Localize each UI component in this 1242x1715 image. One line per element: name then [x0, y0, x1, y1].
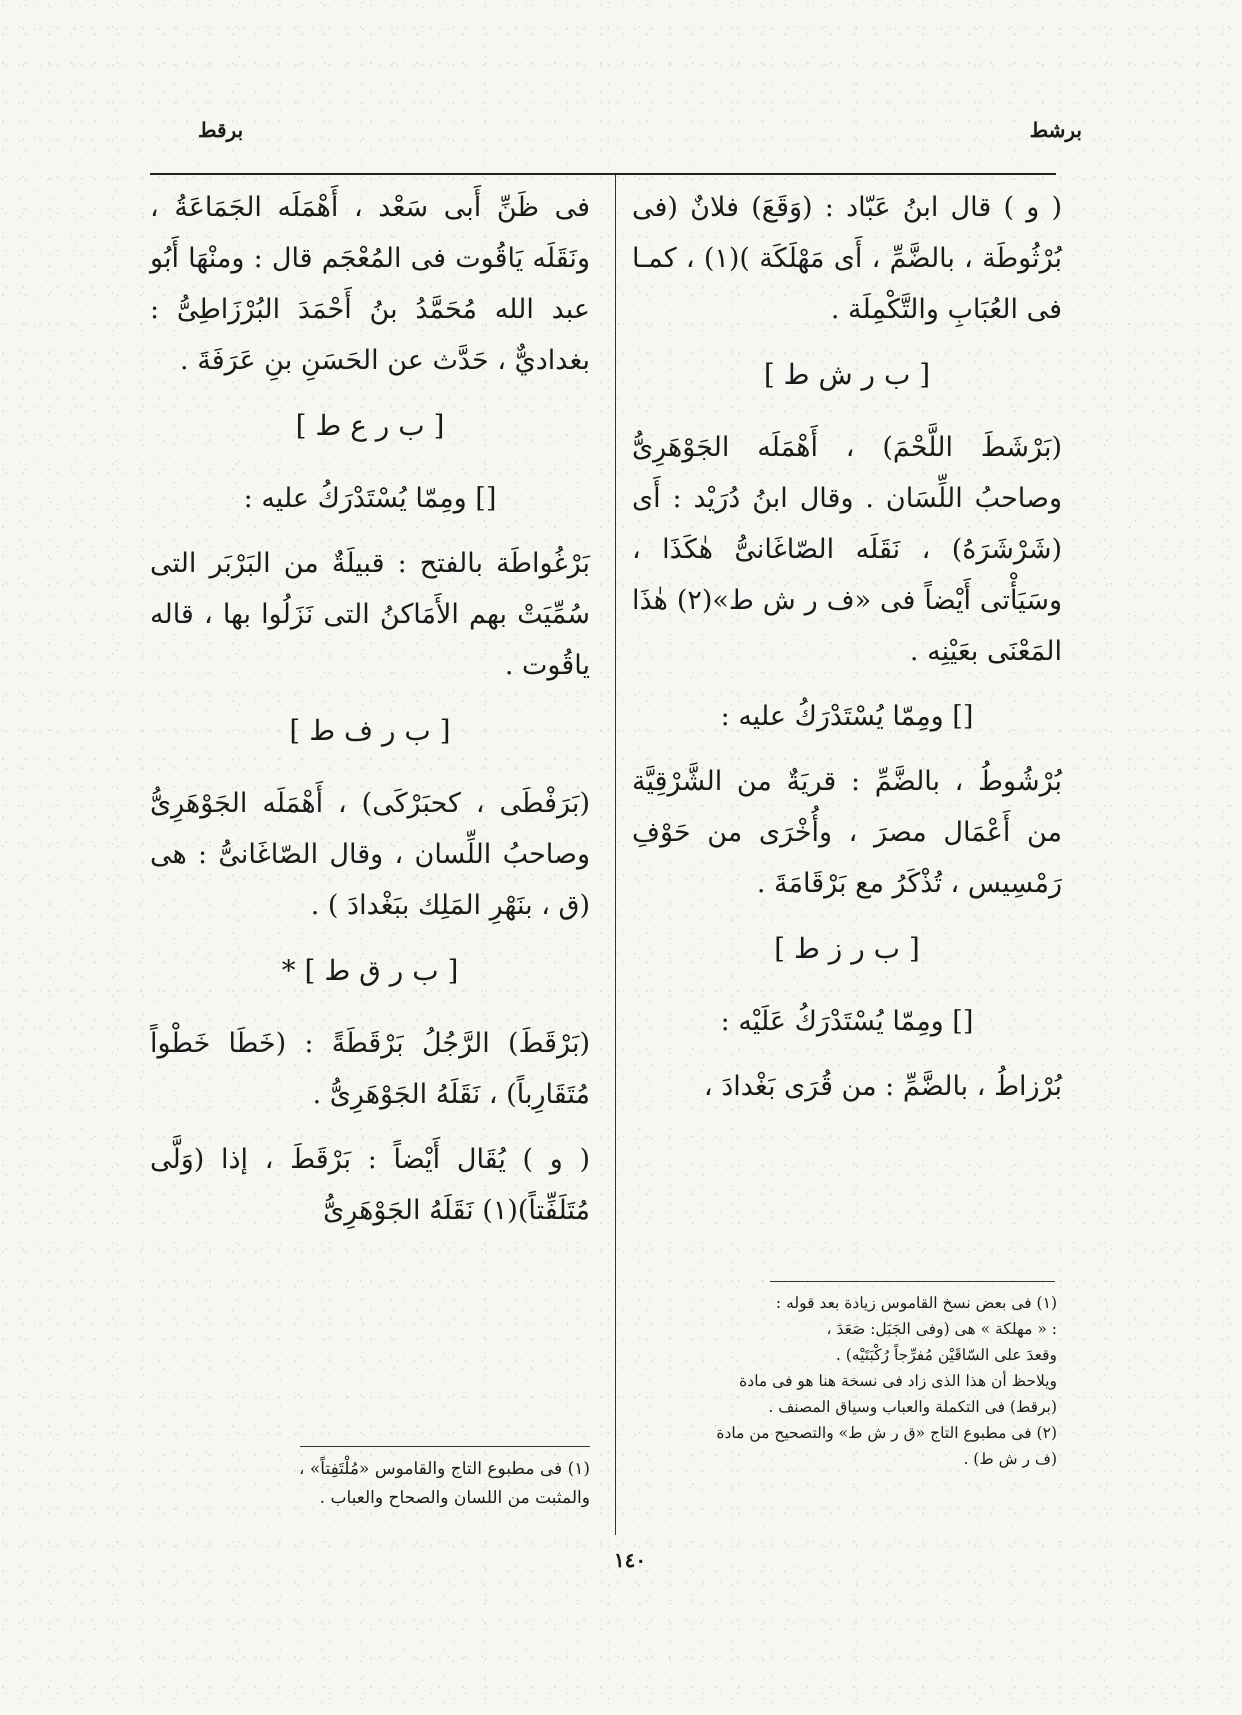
footnote-rule-left	[300, 1446, 590, 1447]
supplement-label: [] ومِمّا يُسْتَدْرَكُ عَلَيْه :	[720, 1006, 974, 1037]
entry-paragraph: فى ظَنِّ أَبى سَعْد ، أَهْمَلَه الجَمَاعَةُ ، ونَقَلَه يَاقُوت فى المُعْجَم قال : ومنْهَا أَبُو عبد الله مُحَمَّدُ بنُ أَحْمَدَ البُرْزَاطِىُّ : بغداديٌّ ، حَدَّث عن الحَسَنِ بنِ عَرَفَةَ .	[150, 192, 590, 376]
entry-paragraph: بُرْزاطُ ، بالضَّمِّ : من قُرَى بَغْدادَ ،	[703, 1071, 1062, 1102]
footnote-line: وقعدَ على السّاقَيْن مُفرِّجاً رُكْبَتَيْه) .	[835, 1346, 1057, 1364]
entry-paragraph: (بَرْشَطَ اللَّحْمَ) ، أَهْمَلَه الجَوْهَرِىُّ وصاحبُ اللِّسَان . وقال ابنُ دُرَيْد : أَى (شَرْشَرَهُ) ، نَقَلَه الصّاغَانىُّ هٰكَذَا ، وسَيَأْتى أَيْضاً فى «ف ر ش ط»(٢) هٰذَا المَعْنَى بعَيْنِه .	[632, 432, 1062, 667]
column-divider	[615, 175, 616, 1535]
footnote-line: والمثبت من اللسان والصحاح والعباب .	[319, 1488, 590, 1508]
root-heading-brzt: [ ب ر ز ط ]	[774, 932, 920, 965]
root-heading-brsht: [ ب ر ش ط ]	[763, 358, 931, 391]
footnotes-left	[150, 1455, 590, 1513]
footnote-line: (برقط) فى التكملة والعباب وسياق المصنف .	[768, 1398, 1057, 1416]
root-heading-brqt: [ ب ر ق ط ] *	[281, 954, 459, 987]
footnote-line: : « مهلكة » هى (وفى الجَبَل: صَعَدَ ،	[826, 1320, 1057, 1338]
header-rule	[150, 173, 1056, 175]
right-column	[632, 182, 1062, 1126]
entry-paragraph: (بَرَفْطَى ، كحبَرْكَى) ، أَهْمَلَه الجَوْهَرِىُّ وصاحبُ اللِّسان ، وقال الصّاغَانىُّ : هى (ق ، بنَهْرِ المَلِك ببَغْدادَ ) .	[150, 788, 590, 921]
footnotes-right	[632, 1290, 1057, 1472]
footnote-rule-right	[770, 1281, 1055, 1282]
footnote-line: (١) فى مطبوع التاج والقاموس «مُلْتَفِتاً» ،	[298, 1459, 590, 1479]
page-number: ١٤٠	[613, 1548, 647, 1572]
entry-paragraph: (بَرْقَطَ) الرَّجُلُ بَرْقَطَةً : (خَطَا خَطْواً مُتَقَارِباً) ، نَقَلَهُ الجَوْهَرِىُّ .	[150, 1028, 590, 1110]
footnote-line: (٢) فى مطبوع التاج «ق ر ش ط» والتصحيح من مادة	[716, 1424, 1057, 1442]
entry-paragraph: ( و ) يُقَال أَيْضاً : بَرْقَطَ ، إذا (وَلَّى مُتَلَفِّتاً)(١) نَقَلَهُ الجَوْهَرِىُّ	[150, 1144, 590, 1226]
root-heading-brft: [ ب ر ف ط ]	[289, 714, 451, 747]
running-head-right: برشط	[1029, 118, 1082, 142]
entry-paragraph: بُرْشُوطُ ، بالضَّمِّ : قريَةٌ من الشَّرْقِيَّة من أَعْمَال مصرَ ، وأُخْرَى من حَوْفِ رَمْسِيس ، تُذْكَرُ مع بَرْقَامَةَ .	[632, 766, 1062, 899]
footnote-line: ويلاحظ أن هذا الذى زاد فى نسخة هنا هو فى مادة	[739, 1372, 1057, 1390]
supplement-label: [] ومِمّا يُسْتَدْرَكُ عليه :	[720, 701, 974, 732]
supplement-label: [] ومِمّا يُسْتَدْرَكُ عليه :	[243, 483, 497, 514]
running-head-left: برقط	[198, 118, 244, 142]
root-heading-brat: [ ب ر ع ط ]	[295, 409, 445, 442]
entry-paragraph: ( و ) قال ابنُ عَبّاد : (وَقَعَ) فلانٌ (فى بُرْثُوطَة ، بالضَّمِّ ، أَى مَهْلَكَة )(١) ، كمـا فى العُبَابِ والتَّكْمِلَة .	[632, 192, 1062, 325]
entry-paragraph: بَرْغُواطَة بالفتح : قبيلَةٌ من البَرْبَر التى سُمِّيَتْ بهم الأَمَاكنُ التى نَزَلُوا بها ، قاله ياقُوت .	[150, 548, 590, 681]
footnote-line: (ف ر ش ط) .	[963, 1450, 1057, 1468]
footnote-line: (١) فى بعض نسخ القاموس زيادة بعد قوله :	[775, 1294, 1057, 1312]
left-column	[150, 182, 590, 1250]
